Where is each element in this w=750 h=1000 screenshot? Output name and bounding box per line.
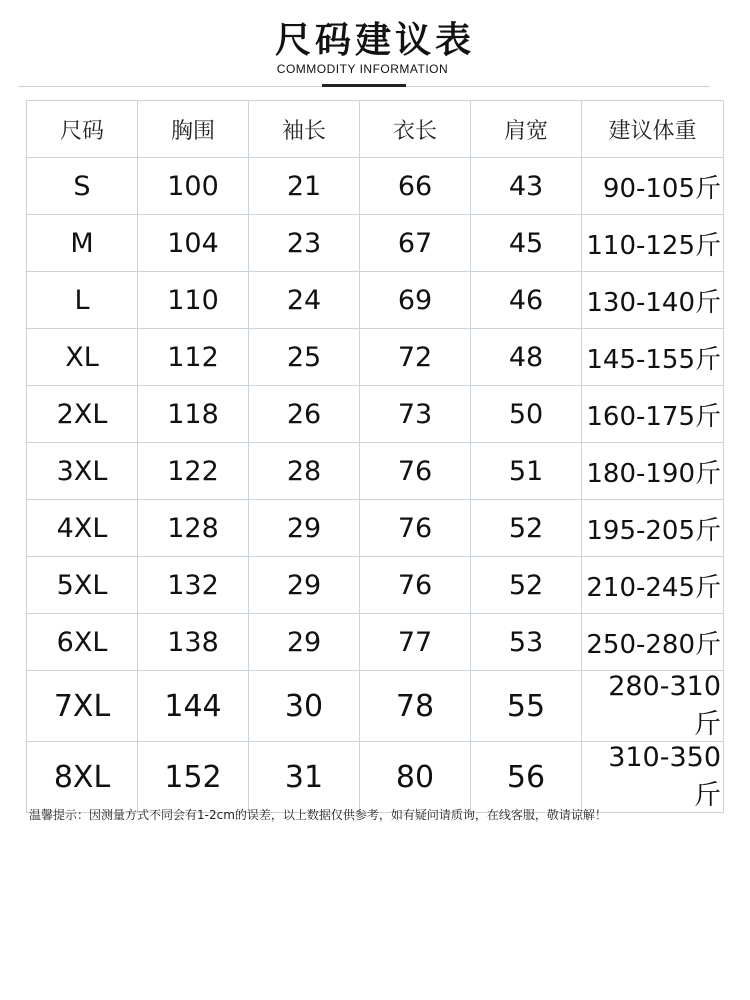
weight-cell: 280-310斤 (582, 671, 724, 742)
size-cell: M (27, 215, 138, 272)
sleeve-cell: 31 (249, 742, 360, 813)
sleeve-cell: 21 (249, 158, 360, 215)
page-title: 尺码建议表 (274, 20, 475, 61)
table-row (27, 158, 724, 215)
column-header-chest: 胸围 (138, 101, 249, 158)
weight-cell: 160-175斤 (582, 386, 724, 443)
sleeve-cell: 26 (249, 386, 360, 443)
shoulder-cell: 52 (471, 557, 582, 614)
footnote: 温馨提示：因测量方式不同会有1-2cm的误差，以上数据仅供参考，如有疑问请质询，在线客服，敬请谅解！ (29, 808, 607, 822)
column-header-length: 衣长 (360, 101, 471, 158)
length-cell: 69 (360, 272, 471, 329)
table-row (27, 500, 724, 557)
size-cell: 6XL (27, 614, 138, 671)
table-header-row (27, 101, 724, 158)
length-cell: 77 (360, 614, 471, 671)
chest-cell: 128 (138, 500, 249, 557)
column-header-sleeve: 袖长 (249, 101, 360, 158)
sleeve-cell: 25 (249, 329, 360, 386)
length-cell: 78 (360, 671, 471, 742)
sleeve-cell: 23 (249, 215, 360, 272)
table-row (27, 557, 724, 614)
size-cell: S (27, 158, 138, 215)
chest-cell: 138 (138, 614, 249, 671)
table-row (27, 742, 724, 813)
sleeve-cell: 29 (249, 614, 360, 671)
page-subtitle: COMMODITY INFORMATION (276, 62, 449, 76)
weight-cell: 180-190斤 (582, 443, 724, 500)
sleeve-cell: 30 (249, 671, 360, 742)
table-row (27, 443, 724, 500)
chest-cell: 112 (138, 329, 249, 386)
divider-accent (322, 84, 406, 87)
column-header-shoulder: 肩宽 (471, 101, 582, 158)
shoulder-cell: 46 (471, 272, 582, 329)
sleeve-cell: 24 (249, 272, 360, 329)
column-header-size: 尺码 (27, 101, 138, 158)
sleeve-cell: 29 (249, 500, 360, 557)
size-cell: L (27, 272, 138, 329)
table-row (27, 614, 724, 671)
shoulder-cell: 50 (471, 386, 582, 443)
length-cell: 76 (360, 443, 471, 500)
shoulder-cell: 53 (471, 614, 582, 671)
size-cell: 5XL (27, 557, 138, 614)
sleeve-cell: 29 (249, 557, 360, 614)
chest-cell: 132 (138, 557, 249, 614)
length-cell: 67 (360, 215, 471, 272)
size-cell: 2XL (27, 386, 138, 443)
table-row (27, 386, 724, 443)
table-row (27, 215, 724, 272)
table-row (27, 671, 724, 742)
weight-cell: 250-280斤 (582, 614, 724, 671)
header (0, 0, 750, 100)
chest-cell: 104 (138, 215, 249, 272)
shoulder-cell: 55 (471, 671, 582, 742)
size-cell: XL (27, 329, 138, 386)
weight-cell: 110-125斤 (582, 215, 724, 272)
shoulder-cell: 48 (471, 329, 582, 386)
weight-cell: 195-205斤 (582, 500, 724, 557)
shoulder-cell: 45 (471, 215, 582, 272)
sleeve-cell: 28 (249, 443, 360, 500)
length-cell: 76 (360, 557, 471, 614)
chest-cell: 122 (138, 443, 249, 500)
chest-cell: 118 (138, 386, 249, 443)
shoulder-cell: 52 (471, 500, 582, 557)
table-row (27, 329, 724, 386)
size-cell: 4XL (27, 500, 138, 557)
size-chart-table (26, 100, 724, 813)
length-cell: 80 (360, 742, 471, 813)
length-cell: 76 (360, 500, 471, 557)
weight-cell: 130-140斤 (582, 272, 724, 329)
chest-cell: 144 (138, 671, 249, 742)
size-cell: 3XL (27, 443, 138, 500)
length-cell: 72 (360, 329, 471, 386)
shoulder-cell: 51 (471, 443, 582, 500)
chest-cell: 152 (138, 742, 249, 813)
column-header-weight: 建议体重 (582, 101, 724, 158)
chest-cell: 110 (138, 272, 249, 329)
length-cell: 73 (360, 386, 471, 443)
weight-cell: 145-155斤 (582, 329, 724, 386)
table-row (27, 272, 724, 329)
weight-cell: 210-245斤 (582, 557, 724, 614)
size-cell: 7XL (27, 671, 138, 742)
weight-cell: 90-105斤 (582, 158, 724, 215)
length-cell: 66 (360, 158, 471, 215)
shoulder-cell: 43 (471, 158, 582, 215)
size-cell: 8XL (27, 742, 138, 813)
chest-cell: 100 (138, 158, 249, 215)
weight-cell: 310-350斤 (582, 742, 724, 813)
shoulder-cell: 56 (471, 742, 582, 813)
